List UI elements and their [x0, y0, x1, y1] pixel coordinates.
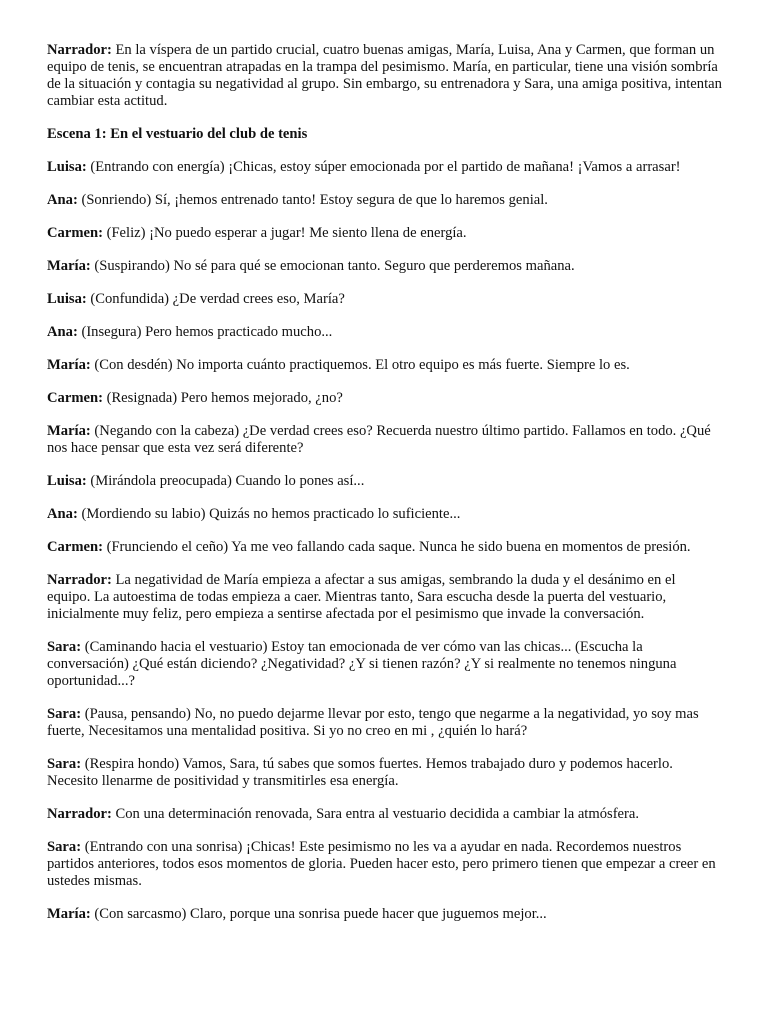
dialogue-line [47, 473, 722, 490]
speaker-label: María: [47, 906, 91, 922]
speaker-label: Luisa: [47, 291, 87, 307]
scene-title: Escena 1: En el vestuario del club de tenis [47, 126, 308, 142]
paragraph-text: (Mordiendo su labio) Quizás no hemos practicado lo suficiente... [77, 506, 461, 522]
paragraph-text: (Con desdén) No importa cuánto practiquemos. El otro equipo es más fuerte. Siempre lo es. [90, 357, 630, 373]
paragraph-text: (Entrando con energía) ¡Chicas, estoy súper emocionada por el partido de mañana! ¡Vamos a arrasar! [86, 159, 681, 175]
dialogue-line [47, 423, 722, 457]
dialogue-line [47, 756, 722, 790]
dialogue-line [47, 159, 722, 176]
dialogue-line [47, 324, 722, 341]
dialogue-line [47, 706, 722, 740]
speaker-label: Luisa: [47, 159, 87, 175]
dialogue-line [47, 291, 722, 308]
speaker-label: Carmen: [47, 225, 103, 241]
speaker-label: Ana: [47, 192, 78, 208]
dialogue-line [47, 839, 722, 890]
paragraph-text: (Caminando hacia el vestuario) Estoy tan emocionada de ver cómo van las chicas... (Escucha la conversación) ¿Qué están diciendo? ¿Negatividad? ¿Y si tienen razón? ¿Y si realmente no tenemos ninguna oportunidad...? [47, 639, 677, 689]
speaker-label: Sara: [47, 639, 82, 655]
dialogue-line [47, 506, 722, 523]
dialogue-line [47, 192, 722, 209]
speaker-label: Carmen: [47, 390, 103, 406]
paragraph-text: (Confundida) ¿De verdad crees eso, María? [86, 291, 345, 307]
speaker-label: Sara: [47, 756, 82, 772]
speaker-label: Luisa: [47, 473, 87, 489]
paragraph-text: (Resignada) Pero hemos mejorado, ¿no? [102, 390, 343, 406]
dialogue-line [47, 258, 722, 275]
dialogue-line [47, 639, 722, 690]
narration-paragraph [47, 42, 722, 110]
paragraph-text: En la víspera de un partido crucial, cuatro buenas amigas, María, Luisa, Ana y Carmen, que forman un equipo de tenis, se encuentran atrapadas en la trampa del pesimismo. María, en particular, tiene una visión sombría de la situación y contagia su negatividad al grupo. Sin embargo, su entrenadora y Sara, una amiga positiva, intentan cambiar esta actitud. [47, 42, 722, 109]
speaker-label: María: [47, 423, 91, 439]
speaker-label: María: [47, 258, 91, 274]
paragraph-text: (Respira hondo) Vamos, Sara, tú sabes que somos fuertes. Hemos trabajado duro y podemos hacerlo. Necesito llenarme de positividad y transmitirles esa energía. [47, 756, 673, 789]
speaker-label: Narrador: [47, 572, 112, 588]
dialogue-line [47, 539, 722, 556]
dialogue-line [47, 390, 722, 407]
narration-paragraph [47, 806, 722, 823]
paragraph-text: (Insegura) Pero hemos practicado mucho... [77, 324, 333, 340]
paragraph-text: (Frunciendo el ceño) Ya me veo fallando cada saque. Nunca he sido buena en momentos de presión. [102, 539, 691, 555]
dialogue-line [47, 225, 722, 242]
speaker-label: María: [47, 357, 91, 373]
paragraph-text: La negatividad de María empieza a afectar a sus amigas, sembrando la duda y el desánimo en el equipo. La autoestima de todas empieza a caer. Mientras tanto, Sara escucha desde la puerta del vestuario, inicialmente muy feliz, pero empieza a sentirse afectada por el pesimismo que invade la conversación. [47, 572, 676, 622]
dialogue-line [47, 357, 722, 374]
paragraph-text: (Con sarcasmo) Claro, porque una sonrisa puede hacer que juguemos mejor... [90, 906, 547, 922]
paragraph-text: (Sonriendo) Sí, ¡hemos entrenado tanto! Estoy segura de que lo haremos genial. [77, 192, 548, 208]
scene-heading [47, 126, 722, 143]
speaker-label: Ana: [47, 324, 78, 340]
speaker-label: Ana: [47, 506, 78, 522]
narration-paragraph [47, 572, 722, 623]
paragraph-text: (Feliz) ¡No puedo esperar a jugar! Me siento llena de energía. [102, 225, 467, 241]
dialogue-line [47, 906, 722, 923]
speaker-label: Sara: [47, 706, 82, 722]
paragraph-text: (Pausa, pensando) No, no puedo dejarme llevar por esto, tengo que negarme a la negatividad, yo soy mas fuerte, Necesitamos una mentalidad positiva. Si yo no creo en mi , ¿quién lo hará? [47, 706, 699, 739]
paragraph-text: (Mirándola preocupada) Cuando lo pones así... [86, 473, 365, 489]
paragraph-text: (Negando con la cabeza) ¿De verdad crees eso? Recuerda nuestro último partido. Fallamos en todo. ¿Qué nos hace pensar que esta vez será diferente? [47, 423, 711, 456]
speaker-label: Sara: [47, 839, 82, 855]
paragraph-text: (Suspirando) No sé para qué se emocionan tanto. Seguro que perderemos mañana. [90, 258, 575, 274]
speaker-label: Narrador: [47, 806, 112, 822]
paragraph-text: Con una determinación renovada, Sara entra al vestuario decidida a cambiar la atmósfera. [111, 806, 640, 822]
speaker-label: Carmen: [47, 539, 103, 555]
speaker-label: Narrador: [47, 42, 112, 58]
paragraph-text: (Entrando con una sonrisa) ¡Chicas! Este pesimismo no les va a ayudar en nada. Recordemos nuestros partidos anteriores, todos esos momentos de gloria. Pueden hacer esto, pero primero tienen que empezar a creer en ustedes mismas. [47, 839, 716, 889]
